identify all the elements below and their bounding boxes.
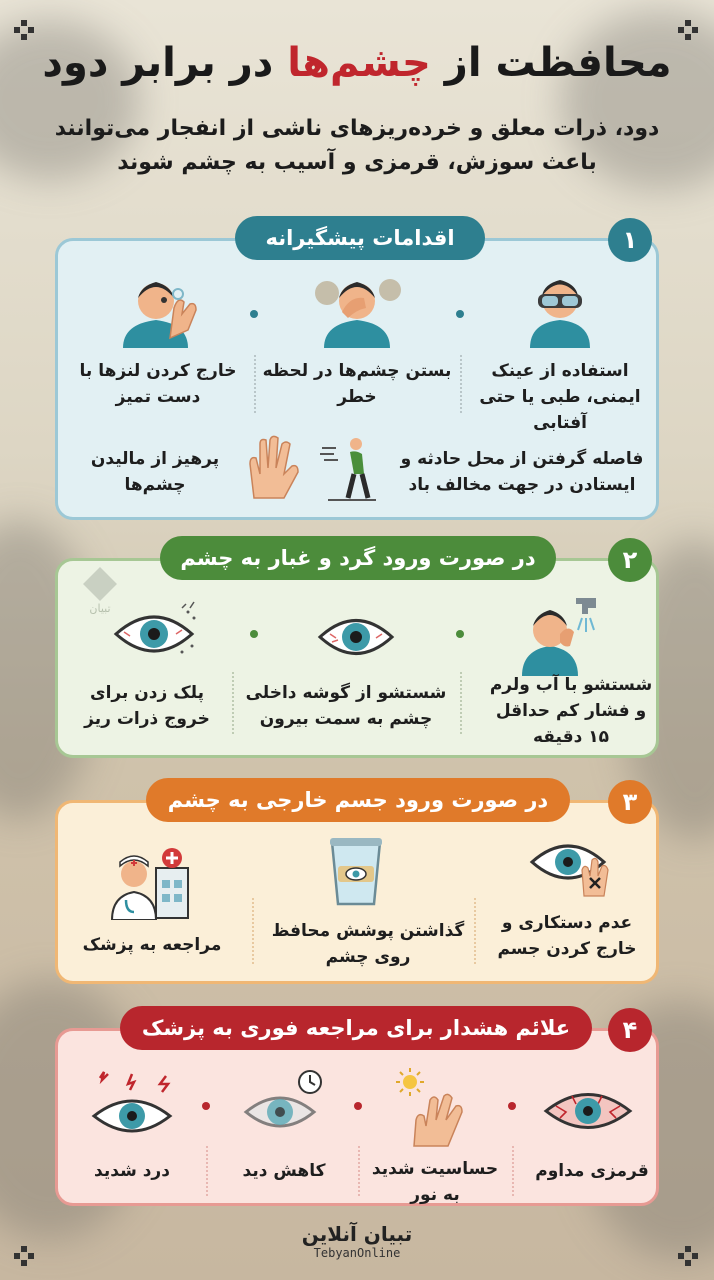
dotted-separator — [254, 355, 256, 413]
item-avoid-rubbing: پرهیز از مالیدن چشم‌ها — [90, 449, 220, 495]
blurred-vision-icon — [240, 1068, 330, 1138]
title-highlight: چشم‌ها — [287, 40, 431, 86]
separator-dot — [202, 1102, 210, 1110]
closing-eyes-icon — [312, 268, 402, 348]
dotted-separator — [232, 672, 234, 734]
walking-away-icon — [318, 434, 380, 502]
item-see-doctor: مراجعه به پزشک — [82, 935, 222, 955]
item-cover-eye: گذاشتن پوشش محافظ روی چشم — [271, 921, 465, 967]
removing-contact-lens-icon — [118, 268, 208, 348]
item-reduced-vision: کاهش دید — [242, 1161, 326, 1181]
section-title-pill: در صورت ورود جسم خارجی به چشم — [146, 778, 570, 822]
page-title — [0, 40, 714, 86]
section-title-pill: اقدامات پیشگیرانه — [235, 216, 485, 260]
item-safety-glasses: استفاده از عینک ایمنی، طبی یا حتی آفتابی — [479, 361, 641, 433]
section-number-badge: ۳ — [608, 780, 652, 824]
dotted-separator — [358, 1146, 360, 1196]
item-persistent-redness: قرمزی مداوم — [535, 1161, 649, 1181]
item-close-eyes: بستن چشم‌ها در لحظه خطر — [262, 361, 452, 407]
dotted-separator — [474, 898, 476, 964]
blinking-eye-icon — [112, 600, 202, 666]
bloodshot-eye-icon — [542, 1086, 634, 1136]
section-title-pill: علائم هشدار برای مراجعه فوری به پزشک — [120, 1006, 592, 1050]
section-title-pill: در صورت ورود گرد و غبار به چشم — [160, 536, 556, 580]
protective-cup-icon — [326, 834, 386, 908]
item-do-not-remove: عدم دستکاری و خارج کردن جسم — [497, 913, 637, 959]
red-eye-icon — [316, 612, 396, 662]
safety-goggles-icon — [520, 268, 600, 348]
separator-dot — [508, 1102, 516, 1110]
dotted-separator — [460, 672, 462, 734]
no-touching-eye-icon — [528, 836, 618, 898]
subtitle-line: دود، ذرات معلق و خرده‌ریزهای ناشی از انفجار می‌توانند — [54, 116, 660, 141]
separator-dot — [250, 310, 258, 318]
logo-latin-text: TebyanOnline — [313, 1246, 401, 1260]
subtitle-line: باعث سوزش، قرمزی و آسیب به چشم شوند — [117, 150, 597, 175]
watermark-text: تبیان — [89, 602, 111, 615]
logo-text: تبیان آنلاین — [301, 1222, 413, 1246]
separator-dot — [250, 630, 258, 638]
corner-decoration — [678, 20, 698, 40]
page-header — [0, 40, 714, 86]
title-part: محافظت از — [444, 40, 672, 86]
item-severe-pain: درد شدید — [94, 1161, 170, 1181]
item-blink: پلک زدن برای خروج ذرات ریز — [84, 683, 210, 729]
section-number-badge: ۱ — [608, 218, 652, 262]
section-number-badge: ۴ — [608, 1008, 652, 1052]
title-part: در برابر دود — [42, 40, 274, 86]
doctor-hospital-icon — [108, 846, 194, 920]
item-light-sensitivity: حساسیت شدید به نور — [371, 1159, 499, 1205]
dotted-separator — [252, 898, 254, 964]
dotted-separator — [206, 1146, 208, 1196]
separator-dot — [456, 310, 464, 318]
page-subtitle — [50, 112, 664, 180]
washing-eyes-icon — [516, 590, 608, 676]
corner-decoration — [14, 20, 34, 40]
section-number-badge: ۲ — [608, 538, 652, 582]
light-sensitivity-icon — [396, 1068, 470, 1148]
item-rinse-warm-water: شستشو با آب ولرم و فشار کم حداقل ۱۵ دقیقه — [489, 675, 653, 747]
item-move-away: فاصله گرفتن از محل حادثه و ایستادن در جهت مخالف باد — [400, 449, 644, 495]
severe-pain-eye-icon — [88, 1070, 182, 1140]
separator-dot — [354, 1102, 362, 1110]
item-remove-lenses: خارج کردن لنزها با دست تمیز — [79, 361, 237, 407]
no-rubbing-hand-icon — [240, 434, 302, 502]
item-rinse-inner-corner: شستشو از گوشه داخلی چشم به سمت بیرون — [245, 683, 447, 729]
separator-dot — [456, 630, 464, 638]
dotted-separator — [512, 1146, 514, 1196]
footer-logo — [0, 1222, 714, 1260]
